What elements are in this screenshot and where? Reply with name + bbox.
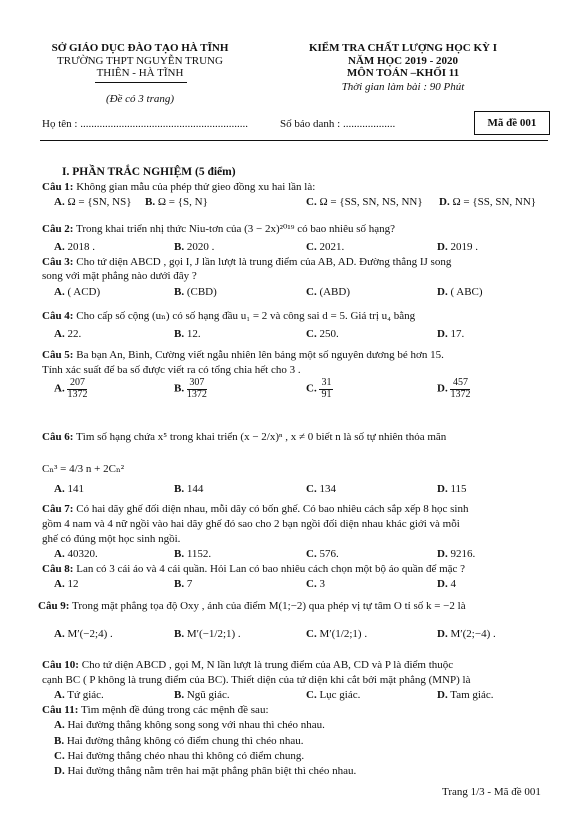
question-5 [42,349,444,361]
q2-option-c[interactable] [306,241,344,253]
q3-option-b[interactable] [174,286,217,298]
question-label: Câu 5: [42,349,74,361]
option-text: (CBD) [186,286,217,298]
option-letter: D. [437,578,448,590]
option-letter: A. [54,719,65,731]
option-text: 144 [186,483,204,495]
option-text: Hai đường thẳng không song song với nhau thì chéo nhau. [67,719,325,731]
fraction [450,378,470,400]
option-text: Ω = {SN, NS} [67,196,132,208]
question-label: Câu 3: [42,256,74,268]
option-letter: C. [306,689,317,701]
numerator: 31 [321,377,332,388]
option-letter: D. [437,241,448,253]
option-letter: D. [437,483,448,495]
exam-title: KIỂM TRA CHẤT LƯỢNG HỌC KỲ I [308,42,498,54]
option-text: 141 [67,483,84,495]
question-5-line2: Tính xác suất để ba số được viết ra có tổng chia hết cho 3 . [42,364,301,376]
option-text: 134 [319,483,336,495]
option-text: Ngũ giác. [186,689,230,701]
q8-option-b[interactable] [174,578,192,590]
question-4 [42,309,415,322]
question-10-line2: cạnh BC ( P không là trung điểm của BC). Thiết diện của tứ diện khi cắt bởi mặt phẳng (MNP) là [42,674,471,686]
question-text: Có hai dãy ghế đối diện nhau, mỗi dãy có bốn ghế. Có bao nhiêu cách sắp xếp 8 học sinh [76,503,469,515]
q6-option-b[interactable] [174,483,203,495]
denominator: 91 [321,388,332,400]
question-8 [42,563,465,575]
numerator: 307 [187,378,207,390]
question-label: Câu 6: [42,431,74,443]
q11-option-d[interactable] [54,765,356,777]
option-text: Hai đường thẳng chéo nhau thì không có điểm chung. [67,750,305,762]
q2-option-d[interactable] [437,241,478,253]
option-text: M′(2;−4) . [450,628,496,640]
q10-option-a[interactable] [54,689,104,701]
name-field: Họ tên : ............................................................. [42,118,248,130]
option-letter: D. [437,328,448,340]
option-letter: A. [54,328,65,340]
option-text: (ABD) [319,286,351,298]
department-name: SỞ GIÁO DỤC ĐÀO TẠO HÀ TĨNH [51,42,229,54]
option-letter: B. [174,578,185,590]
option-text: 12. [186,328,201,340]
q10-option-d[interactable] [437,689,493,701]
q6-option-c[interactable] [306,483,336,495]
q2-option-b[interactable] [174,241,214,253]
q5-option-c[interactable] [306,378,333,400]
option-letter: A. [54,689,65,701]
option-text: Tứ giác. [67,689,104,701]
denominator: 1372 [450,388,471,400]
q4-option-d[interactable] [437,328,464,340]
question-11 [42,704,269,716]
option-text: 3 [319,578,325,590]
q11-option-a[interactable] [54,719,325,731]
question-text: Trong mặt phẳng tọa độ Oxy , ảnh của điểm M(1;−2) qua phép vị tự tâm O tỉ số k = −2 là [72,600,466,612]
section-divider [40,140,548,141]
option-text: M′(1/2;1) . [319,628,368,640]
option-letter: A. [54,286,65,298]
q8-option-d[interactable] [437,578,456,590]
option-letter: C. [54,750,65,762]
option-text: Ω = {S, N} [157,196,208,208]
question-10 [42,659,453,671]
option-letter: C. [306,548,317,560]
option-text: Ω = {SS, SN, NN} [452,196,537,208]
question-text: Cho tứ diện ABCD , gọi M, N lần lượt là trung điểm của AB, CD và P là điểm thuộc [81,659,454,671]
option-letter: B. [174,483,185,495]
question-text: Ba bạn An, Bình, Cường viết ngẫu nhiên lên bảng một số nguyên dương bé hơn 15. [76,349,444,361]
option-text: 2021. [319,241,345,253]
q10-option-b[interactable] [174,689,230,701]
option-text: Hai đường thẳng nằm trên hai mặt phẳng phân biệt thì chéo nhau. [67,765,357,777]
option-letter: D. [437,286,448,298]
q1-option-d[interactable] [439,196,536,208]
option-text: Ω = {SS, SN, NS, NN} [319,196,423,208]
option-letter: A. [54,241,65,253]
q5-option-d[interactable] [437,378,470,400]
q1-option-a[interactable] [54,196,132,208]
option-letter: A. [54,628,65,640]
question-text: Cho tứ diện ABCD , gọi I, J lần lượt là trung điểm của AB, AD. Đường thẳng IJ song [76,256,452,268]
option-letter: B. [174,382,185,395]
q8-option-c[interactable] [306,578,325,590]
q1-option-c[interactable] [306,196,423,208]
q9-option-b[interactable] [174,628,241,640]
page-footer: Trang 1/3 - Mã đề 001 [442,786,541,798]
q11-option-b[interactable] [54,735,303,747]
question-1 [42,181,315,193]
option-letter: C. [306,196,317,208]
option-text: Lục giác. [319,689,361,701]
q10-option-c[interactable] [306,689,360,701]
question-text: Tìm mệnh đề đúng trong các mệnh đề sau: [80,704,269,716]
option-text: 576. [319,548,339,560]
question-text: Trong khai triển nhị thức Niu-tơn của (3 − 2x)²⁰¹⁹ có bao nhiêu số hạng? [76,223,396,235]
school-name-line2: THIÊN - HÀ TĨNH [96,67,184,79]
option-text: 2019 . [450,241,478,253]
question-text: Cho cấp số cộng (uₙ) có số hạng đầu u₁ = 2 và công sai d = 5. Giá trị u₄ bằng [76,310,416,322]
option-text: M′(−1/2;1) . [186,628,241,640]
option-letter: A. [54,483,65,495]
option-text: Tam giác. [450,689,494,701]
subject: MÔN TOÁN –KHỐI 11 [346,67,460,79]
q4-option-b[interactable] [174,328,201,340]
option-letter: D. [54,765,65,777]
q9-option-d[interactable] [437,628,496,640]
fraction [187,378,207,400]
q5-option-a[interactable] [54,378,87,400]
student-id-field: Số báo danh : ................... [280,118,396,130]
denominator: 1372 [67,388,88,400]
option-text: ( ABC) [450,286,483,298]
question-label: Câu 8: [42,563,74,575]
q7-option-d[interactable] [437,548,475,560]
q7-option-a[interactable] [54,548,98,560]
question-text: Không gian mẫu của phép thử gieo đồng xu hai lần là: [76,181,316,193]
q2-option-a[interactable] [54,241,95,253]
fraction [319,378,333,400]
option-letter: C. [306,628,317,640]
option-letter: B. [174,286,185,298]
question-label: Câu 1: [42,181,74,193]
denominator: 1372 [186,388,207,400]
option-letter: B. [174,241,185,253]
exam-code-box: Mã đề 001 [474,111,550,135]
header-divider [95,82,187,83]
option-letter: D. [437,382,448,395]
q4-option-c[interactable] [306,328,339,340]
option-letter: B. [54,735,65,747]
option-text: 9216. [450,548,476,560]
question-label: Câu 9: [38,600,70,612]
option-letter: B. [174,328,185,340]
option-letter: A. [54,548,65,560]
numerator: 457 [450,378,470,390]
question-7-line3: ghế có đúng một học sinh ngồi. [42,533,181,545]
option-letter: D. [437,628,448,640]
question-label: Câu 10: [42,659,79,671]
option-text: 4 [450,578,456,590]
option-text: 22. [67,328,82,340]
option-text: 1152. [186,548,212,560]
option-letter: B. [145,196,156,208]
option-letter: A. [54,578,65,590]
school-name-line1: TRƯỜNG THPT NGUYỄN TRUNG [57,55,223,67]
option-letter: B. [174,628,185,640]
option-letter: A. [54,382,65,395]
question-label: Câu 11: [42,704,79,716]
question-6-line2: Cₙ³ = 4/3 n + 2Cₙ² [42,463,125,475]
option-letter: D. [437,689,448,701]
q6-option-a[interactable] [54,483,84,495]
q8-option-a[interactable] [54,578,78,590]
question-2 [42,222,395,235]
question-text: Tìm số hạng chứa x⁵ trong khai triển (x − 2/x)ⁿ , x ≠ 0 biết n là số tự nhiên thỏa mãn [76,431,447,443]
option-letter: B. [174,689,185,701]
question-label: Câu 7: [42,503,74,515]
q11-option-c[interactable] [54,750,304,762]
question-7-line2: gồm 4 nam và 4 nữ ngồi vào hai dãy ghế đó sao cho 2 bạn ngồi đối diện nhau khác giới và mỗi [42,518,460,530]
question-6 [42,431,446,443]
option-text: 115 [450,483,467,495]
numerator: 207 [67,378,87,390]
question-9 [38,600,466,612]
q3-option-c[interactable] [306,286,350,298]
question-3-line2: song với mặt phẳng nào dưới đây ? [42,270,197,282]
page-count-note: (Đề có 3 trang) [105,93,175,105]
option-letter: C. [306,286,317,298]
option-letter: C. [306,483,317,495]
q7-option-c[interactable] [306,548,339,560]
question-3 [42,256,451,268]
question-label: Câu 2: [42,223,74,235]
option-letter: C. [306,328,317,340]
q6-option-d[interactable] [437,483,467,495]
q4-option-a[interactable] [54,328,81,340]
q9-option-a[interactable] [54,628,113,640]
option-letter: D. [439,196,450,208]
option-text: 40320. [67,548,98,560]
option-text: 7 [186,578,193,590]
duration: Thời gian làm bài : 90 Phút [341,81,465,93]
q3-option-a[interactable] [54,286,100,298]
school-year: NĂM HỌC 2019 - 2020 [348,55,458,67]
q3-option-d[interactable] [437,286,483,298]
option-text: 17. [450,328,465,340]
option-letter: A. [54,196,65,208]
question-7 [42,503,468,515]
option-letter: C. [306,578,317,590]
option-text: 2018 . [67,241,95,253]
q9-option-c[interactable] [306,628,367,640]
q1-option-b[interactable] [145,196,208,208]
option-text: 250. [319,328,339,340]
option-letter: C. [306,382,317,395]
q7-option-b[interactable] [174,548,211,560]
option-text: Hai đường thẳng không có điểm chung thì chéo nhau. [66,735,304,747]
section-title: I. PHẦN TRẮC NGHIỆM (5 điểm) [62,166,236,178]
option-letter: C. [306,241,317,253]
option-text: ( ACD) [67,286,101,298]
option-letter: D. [437,548,448,560]
fraction [67,378,87,400]
option-text: 12 [67,578,79,590]
question-label: Câu 4: [42,310,74,322]
option-letter: B. [174,548,185,560]
question-text: Lan có 3 cái áo và 4 cái quần. Hỏi Lan có bao nhiêu cách chọn một bộ áo quần để mặc ? [76,563,466,575]
q5-option-b[interactable] [174,378,207,400]
option-text: M′(−2;4) . [67,628,113,640]
option-text: 2020 . [186,241,215,253]
